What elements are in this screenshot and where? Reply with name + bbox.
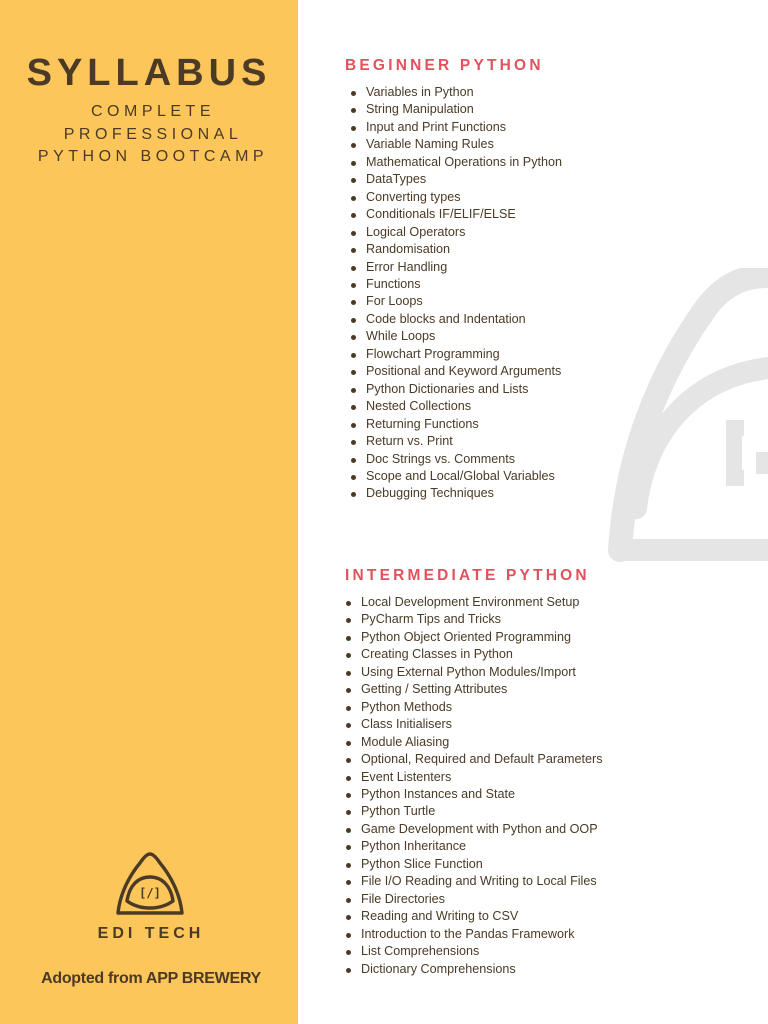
list-item: Randomisation [349,241,562,258]
list-item: Variable Naming Rules [349,136,562,153]
list-item: Python Slice Function [344,856,603,873]
intermediate-topic-list [344,594,603,978]
list-item: Scope and Local/Global Variables [349,468,562,485]
subtitle-line-2: PROFESSIONAL [63,126,243,143]
list-item: Returning Functions [349,416,562,433]
brand-name: EDI TECH [97,925,205,942]
list-item: Event Listenters [344,769,603,786]
hooded-coder-icon [114,851,186,917]
adopted-note: Adopted from APP BREWERY [41,970,261,987]
logo-code-glyph: [/] [139,886,161,900]
hooded-coder-watermark-icon [608,268,768,568]
section-heading-intermediate: INTERMEDIATE PYTHON [345,567,590,584]
section-heading-beginner: BEGINNER PYTHON [345,57,544,74]
list-item: Module Aliasing [344,734,603,751]
list-item: Dictionary Comprehensions [344,961,603,978]
list-item: Return vs. Print [349,433,562,450]
list-item: PyCharm Tips and Tricks [344,611,603,628]
list-item: Python Methods [344,699,603,716]
list-item: Python Object Oriented Programming [344,629,603,646]
list-item: List Comprehensions [344,943,603,960]
list-item: Game Development with Python and OOP [344,821,603,838]
list-item: Using External Python Modules/Import [344,664,603,681]
list-item: Creating Classes in Python [344,646,603,663]
list-item: Class Initialisers [344,716,603,733]
list-item: Local Development Environment Setup [344,594,603,611]
list-item: Reading and Writing to CSV [344,908,603,925]
list-item: Python Instances and State [344,786,603,803]
list-item: Debugging Techniques [349,485,562,502]
list-item: Positional and Keyword Arguments [349,363,562,380]
list-item: File Directories [344,891,603,908]
list-item: File I/O Reading and Writing to Local Files [344,873,603,890]
list-item: Code blocks and Indentation [349,311,562,328]
list-item: Python Dictionaries and Lists [349,381,562,398]
list-item: Flowchart Programming [349,346,562,363]
list-item: String Manipulation [349,101,562,118]
list-item: Conditionals IF/ELIF/ELSE [349,206,562,223]
beginner-topic-list [349,84,562,503]
list-item: While Loops [349,328,562,345]
list-item: For Loops [349,293,562,310]
list-item: Doc Strings vs. Comments [349,451,562,468]
list-item: Python Turtle [344,803,603,820]
list-item: Functions [349,276,562,293]
list-item: Variables in Python [349,84,562,101]
list-item: Optional, Required and Default Parameters [344,751,603,768]
list-item: Python Inheritance [344,838,603,855]
list-item: Input and Print Functions [349,119,562,136]
list-item: DataTypes [349,171,562,188]
subtitle-line-1: COMPLETE [90,103,215,120]
subtitle-line-3: PYTHON BOOTCAMP [37,148,269,165]
list-item: Converting types [349,189,562,206]
page-title: SYLLABUS [26,52,272,94]
list-item: Mathematical Operations in Python [349,154,562,171]
list-item: Getting / Setting Attributes [344,681,603,698]
sidebar [0,0,298,1024]
list-item: Logical Operators [349,224,562,241]
list-item: Error Handling [349,259,562,276]
list-item: Introduction to the Pandas Framework [344,926,603,943]
list-item: Nested Collections [349,398,562,415]
